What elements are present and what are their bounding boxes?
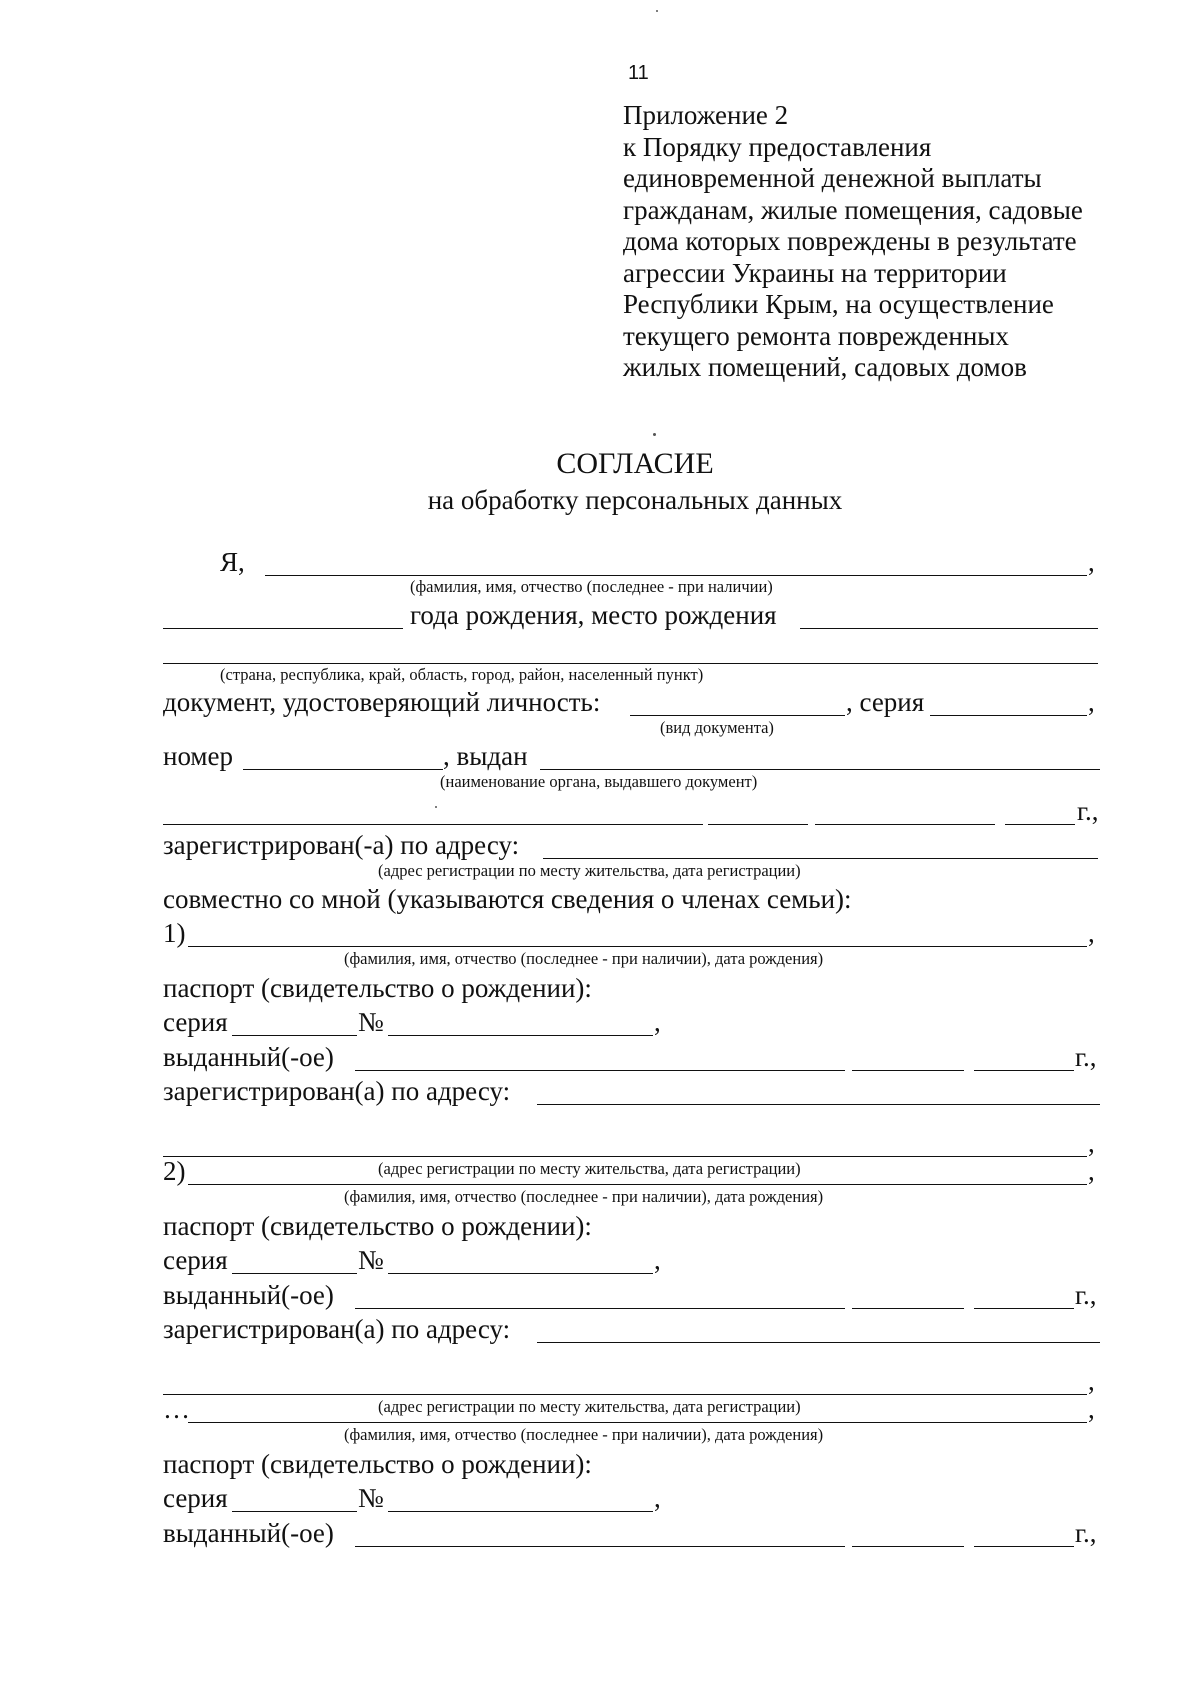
no-label: № — [358, 1483, 384, 1513]
issuer-field[interactable] — [540, 769, 1100, 770]
member-n-day-field[interactable] — [852, 1546, 964, 1547]
registered-member-label: зарегистрирован(а) по адресу: — [163, 1314, 511, 1344]
birthplace-field[interactable] — [800, 628, 1098, 629]
appendix-line: к Порядку предоставления — [623, 131, 932, 162]
seria-label: серия — [163, 1245, 228, 1275]
passport-label: паспорт (свидетельство о рождении): — [163, 1211, 592, 1241]
appendix-line: Республики Крым, на осуществление — [623, 289, 1054, 319]
issued-member-label: выданный(-ое) — [163, 1280, 334, 1310]
caption-doc-type: (вид документа) — [660, 718, 774, 737]
address-field[interactable] — [543, 858, 1098, 859]
member-2-address-field[interactable] — [537, 1342, 1100, 1343]
no-label: № — [358, 1245, 384, 1275]
scan-speck — [435, 806, 437, 808]
issue-month-field[interactable] — [815, 824, 995, 825]
document-subtitle: на обработку персональных данных — [427, 485, 843, 515]
comma: , — [1088, 1394, 1095, 1424]
comma: , — [654, 1483, 661, 1513]
registered-label: зарегистрирован(-а) по адресу: — [163, 830, 520, 860]
passport-label: паспорт (свидетельство о рождении): — [163, 1449, 592, 1479]
comma: , — [1088, 1128, 1095, 1158]
birthplace-field-2[interactable] — [163, 663, 1098, 664]
scan-speck — [656, 10, 658, 12]
doc-series-field[interactable] — [930, 715, 1087, 716]
year-suffix: г., — [1075, 1518, 1097, 1548]
member-1-issuer-field[interactable] — [355, 1070, 845, 1071]
passport-label: паспорт (свидетельство о рождении): — [163, 973, 592, 1003]
fio-field[interactable] — [265, 575, 1087, 576]
caption-address: (адрес регистрации по месту жительства, дата регистрации) — [378, 861, 801, 880]
appendix-line: агрессии Украины на территории — [623, 257, 1007, 288]
caption-issuer: (наименование органа, выдавшего документ) — [440, 772, 758, 791]
doc-label: документ, удостоверяющий личность: — [163, 687, 601, 717]
member-1-series-field[interactable] — [232, 1035, 357, 1036]
year-suffix: г., — [1075, 1280, 1097, 1310]
comma: , — [1088, 547, 1095, 577]
caption-address: (адрес регистрации по месту жительства, дата регистрации) — [378, 1159, 801, 1178]
registered-member-label: зарегистрирован(а) по адресу: — [163, 1076, 511, 1106]
caption-fio-birth: (фамилия, имя, отчество (последнее - при наличии), дата рождения) — [344, 1187, 824, 1206]
seria-label: серия — [163, 1007, 228, 1037]
member-n-series-field[interactable] — [232, 1511, 357, 1512]
appendix-line: текущего ремонта поврежденных — [623, 320, 1009, 351]
appendix-line: дома которых повреждены в результате — [623, 226, 1077, 256]
appendix-line: Приложение 2 — [623, 100, 789, 130]
member-1-number-field[interactable] — [388, 1035, 653, 1036]
member-2-number: 2) — [163, 1156, 186, 1186]
series-label: , серия — [846, 687, 925, 717]
appendix-line: единовременной денежной выплаты — [623, 163, 1042, 193]
member-2-number-field[interactable] — [388, 1273, 653, 1274]
issuer-field-2[interactable] — [163, 824, 703, 825]
member-1-number: 1) — [163, 918, 186, 948]
caption-address: (адрес регистрации по месту жительства, дата регистрации) — [378, 1397, 801, 1416]
member-n-issuer-field[interactable] — [355, 1546, 845, 1547]
page-number: 11 — [628, 62, 649, 84]
year-suffix: г., — [1075, 1042, 1097, 1072]
member-2-address-field-2[interactable] — [163, 1394, 1087, 1395]
member-1-year-field[interactable] — [974, 1070, 1074, 1071]
comma: , — [1088, 1366, 1095, 1396]
year-suffix: г., — [1077, 796, 1099, 826]
issue-year-field[interactable] — [1005, 824, 1075, 825]
doc-number-field[interactable] — [243, 769, 443, 770]
comma: , — [1088, 918, 1095, 948]
family-label: совместно со мной (указываются сведения о членах семьи): — [163, 884, 852, 914]
member-n-year-field[interactable] — [974, 1546, 1074, 1547]
member-2-year-field[interactable] — [974, 1308, 1074, 1309]
no-label: № — [358, 1007, 384, 1037]
issued-member-label: выданный(-ое) — [163, 1042, 334, 1072]
scan-speck — [653, 433, 656, 436]
caption-fio: (фамилия, имя, отчество (последнее - при наличии) — [410, 577, 773, 596]
appendix-line: гражданам, жилые помещения, садовые — [623, 194, 1083, 225]
member-ellipsis: … — [163, 1394, 190, 1424]
comma: , — [1088, 1156, 1095, 1186]
caption-fio-birth: (фамилия, имя, отчество (последнее - при наличии), дата рождения) — [344, 949, 824, 968]
doc-type-field[interactable] — [630, 715, 845, 716]
member-2-fio-field[interactable] — [188, 1184, 1087, 1185]
member-2-issuer-field[interactable] — [355, 1308, 845, 1309]
document-title: СОГЛАСИЕ — [556, 447, 714, 480]
caption-fio-birth: (фамилия, имя, отчество (последнее - при наличии), дата рождения) — [344, 1425, 824, 1444]
member-n-fio-field[interactable] — [188, 1422, 1087, 1423]
appendix-line: жилых помещений, садовых домов — [623, 352, 1027, 382]
member-1-day-field[interactable] — [852, 1070, 964, 1071]
comma: , — [654, 1007, 661, 1037]
member-2-series-field[interactable] — [232, 1273, 357, 1274]
appendix-header — [623, 100, 1143, 384]
birth-label: года рождения, место рождения — [410, 600, 777, 630]
seria-label: серия — [163, 1483, 228, 1513]
birth-year-field[interactable] — [163, 628, 403, 629]
ya-label: Я, — [220, 547, 245, 577]
caption-place: (страна, республика, край, область, город, район, населенный пункт) — [220, 665, 704, 684]
issued-member-label: выданный(-ое) — [163, 1518, 334, 1548]
number-label: номер — [163, 741, 234, 771]
comma: , — [1088, 687, 1095, 717]
member-1-address-field[interactable] — [537, 1104, 1100, 1105]
member-2-day-field[interactable] — [852, 1308, 964, 1309]
issued-label: , выдан — [443, 741, 528, 771]
member-1-fio-field[interactable] — [188, 946, 1087, 947]
member-1-address-field-2[interactable] — [163, 1156, 1087, 1157]
member-n-number-field[interactable] — [388, 1511, 653, 1512]
issue-day-field[interactable] — [708, 824, 808, 825]
comma: , — [654, 1245, 661, 1275]
